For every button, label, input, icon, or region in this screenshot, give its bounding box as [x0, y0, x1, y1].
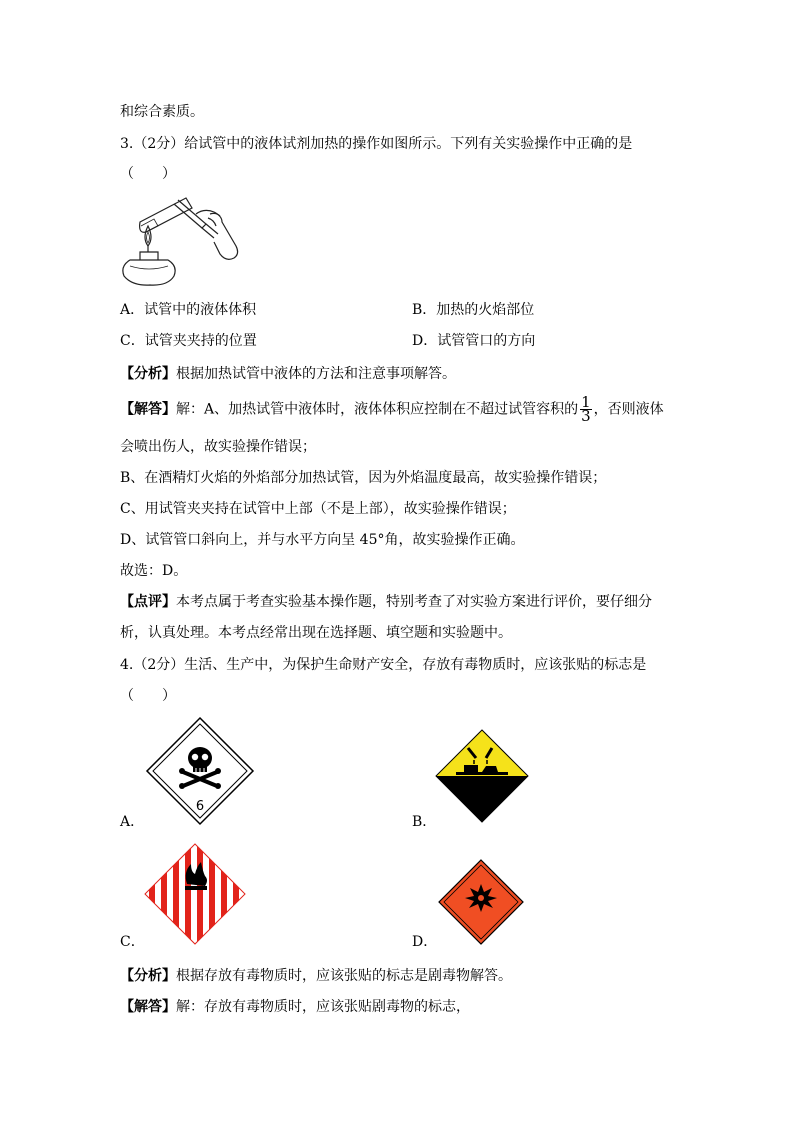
q3-analysis [120, 364, 456, 384]
one-third-fraction [580, 393, 592, 425]
q4-label-a: A． [120, 814, 145, 830]
q4-stem: 4.（2分）生活、生产中，为保护生命财产安全，存放有毒物质时，应该张贴的标志是 [120, 657, 647, 673]
corrosive-sign-icon [434, 728, 530, 824]
q3-comment-line-1 [120, 592, 652, 612]
q3-answer-line-2: 会喷出伤人，故实验操作错误； [120, 439, 316, 455]
q4-label-d: D． [412, 934, 438, 950]
toxic-sign-icon [145, 716, 255, 826]
q3-option-b: B．加热的火焰部位 [412, 302, 535, 318]
q4-answer-text: 解：存放有毒物质时，应该张贴剧毒物的标志， [176, 999, 470, 1015]
explosive-sign-icon [437, 858, 525, 946]
q3-comment-text-1: 本考点属于考查实验基本操作题，特别考查了对实验方案进行评价，要仔细分 [176, 594, 652, 610]
q4-answer [120, 997, 470, 1017]
q3-answer-line-1 [120, 393, 664, 425]
q4-paren: （ ） [120, 688, 176, 704]
q4-analysis-text: 根据存放有毒物质时，应该张贴的标志是剧毒物解答。 [176, 968, 512, 984]
q3-paren: （ ） [120, 166, 176, 182]
q3-analysis-text: 根据加热试管中液体的方法和注意事项解答。 [176, 366, 456, 382]
q3-answer-pre: 解：A、加热试管中液体时，液体体积应控制在不超过试管容积的 [176, 401, 579, 418]
heating-test-tube-illustration [118, 192, 243, 288]
q3-option-c: C．试管夹夹持的位置 [120, 333, 257, 349]
q3-comment-tag: 【点评】 [120, 594, 176, 610]
q4-analysis-tag: 【分析】 [120, 968, 176, 984]
q4-label-c: C． [120, 934, 145, 950]
q3-answer-line-5: D、试管管口斜向上，并与水平方向呈 45°角，故实验操作正确。 [120, 532, 525, 548]
intro-tail: 和综合素质。 [120, 104, 204, 120]
q3-stem: 3.（2分）给试管中的液体试剂加热的操作如图所示。下列有关实验操作中正确的是 [120, 136, 633, 152]
q3-answer-line-4: C、用试管夹夹持在试管中上部（不是上部），故实验操作错误； [120, 501, 516, 517]
q3-answer-tag: 【解答】 [120, 401, 176, 418]
q3-analysis-tag: 【分析】 [120, 366, 176, 382]
q3-answer-line-3: B、在酒精灯火焰的外焰部分加热试管，因为外焰温度最高，故实验操作错误； [120, 470, 607, 486]
q4-answer-tag: 【解答】 [120, 999, 176, 1015]
q3-option-d: D．试管管口的方向 [412, 333, 536, 349]
q4-label-b: B． [412, 814, 437, 830]
q3-option-a: A．试管中的液体体积 [120, 302, 257, 318]
q3-choice: 故选：D。 [120, 563, 188, 579]
fraction-numerator: 1 [581, 393, 591, 411]
q3-comment-line-2: 析，认真处理。本考点经常出现在选择题、填空题和实验题中。 [120, 625, 512, 641]
flammable-solid-sign-icon [143, 842, 247, 946]
toxic-sign-number: 6 [195, 799, 205, 814]
q3-answer-post: ，否则液体 [593, 401, 664, 418]
q4-analysis [120, 966, 512, 986]
fraction-denominator: 3 [581, 407, 591, 425]
